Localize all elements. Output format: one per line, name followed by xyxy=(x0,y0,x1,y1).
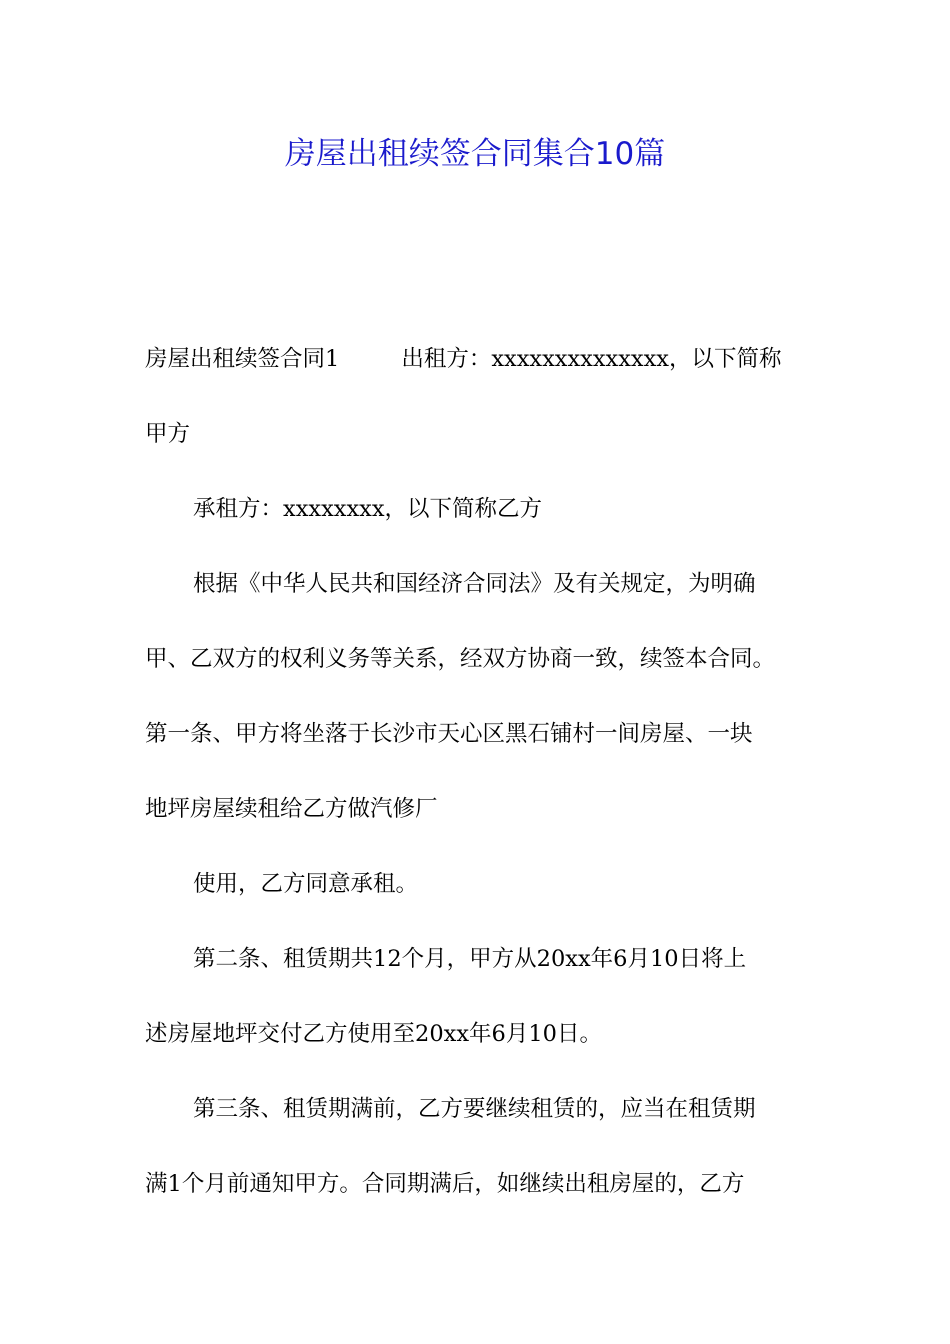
text-line-5: 甲、乙双方的权利义务等关系，经双方协商一致，续签本合同。 xyxy=(145,646,776,672)
text-line-9: 第二条、租赁期共12个月，甲方从20xx年6月10日将上 xyxy=(193,946,747,972)
text-line-12: 满1个月前通知甲方。合同期满后，如继续出租房屋的，乙方 xyxy=(145,1171,745,1197)
text-line-8: 使用，乙方同意承租。 xyxy=(193,871,419,897)
text-line-3: 承租方：xxxxxxxx，以下简称乙方 xyxy=(193,496,543,522)
text-line-7: 地坪房屋续租给乙方做汽修厂 xyxy=(145,796,438,822)
text-line-10: 述房屋地坪交付乙方使用至20xx年6月10日。 xyxy=(145,1021,602,1047)
text-line-11: 第三条、租赁期满前，乙方要继续租赁的，应当在租赁期 xyxy=(193,1096,756,1122)
lessor-clause: 出租方：xxxxxxxxxxxxxx，以下简称 xyxy=(401,346,782,372)
text-line-1 xyxy=(145,340,781,378)
document-title: 房屋出租续签合同集合10篇 xyxy=(284,136,666,172)
text-line-4: 根据《中华人民共和国经济合同法》及有关规定，为明确 xyxy=(193,571,756,597)
text-line-6: 第一条、甲方将坐落于长沙市天心区黑石铺村一间房屋、一块 xyxy=(145,721,753,747)
text-line-2: 甲方 xyxy=(145,421,191,447)
contract-heading: 房屋出租续签合同1 xyxy=(145,346,340,372)
